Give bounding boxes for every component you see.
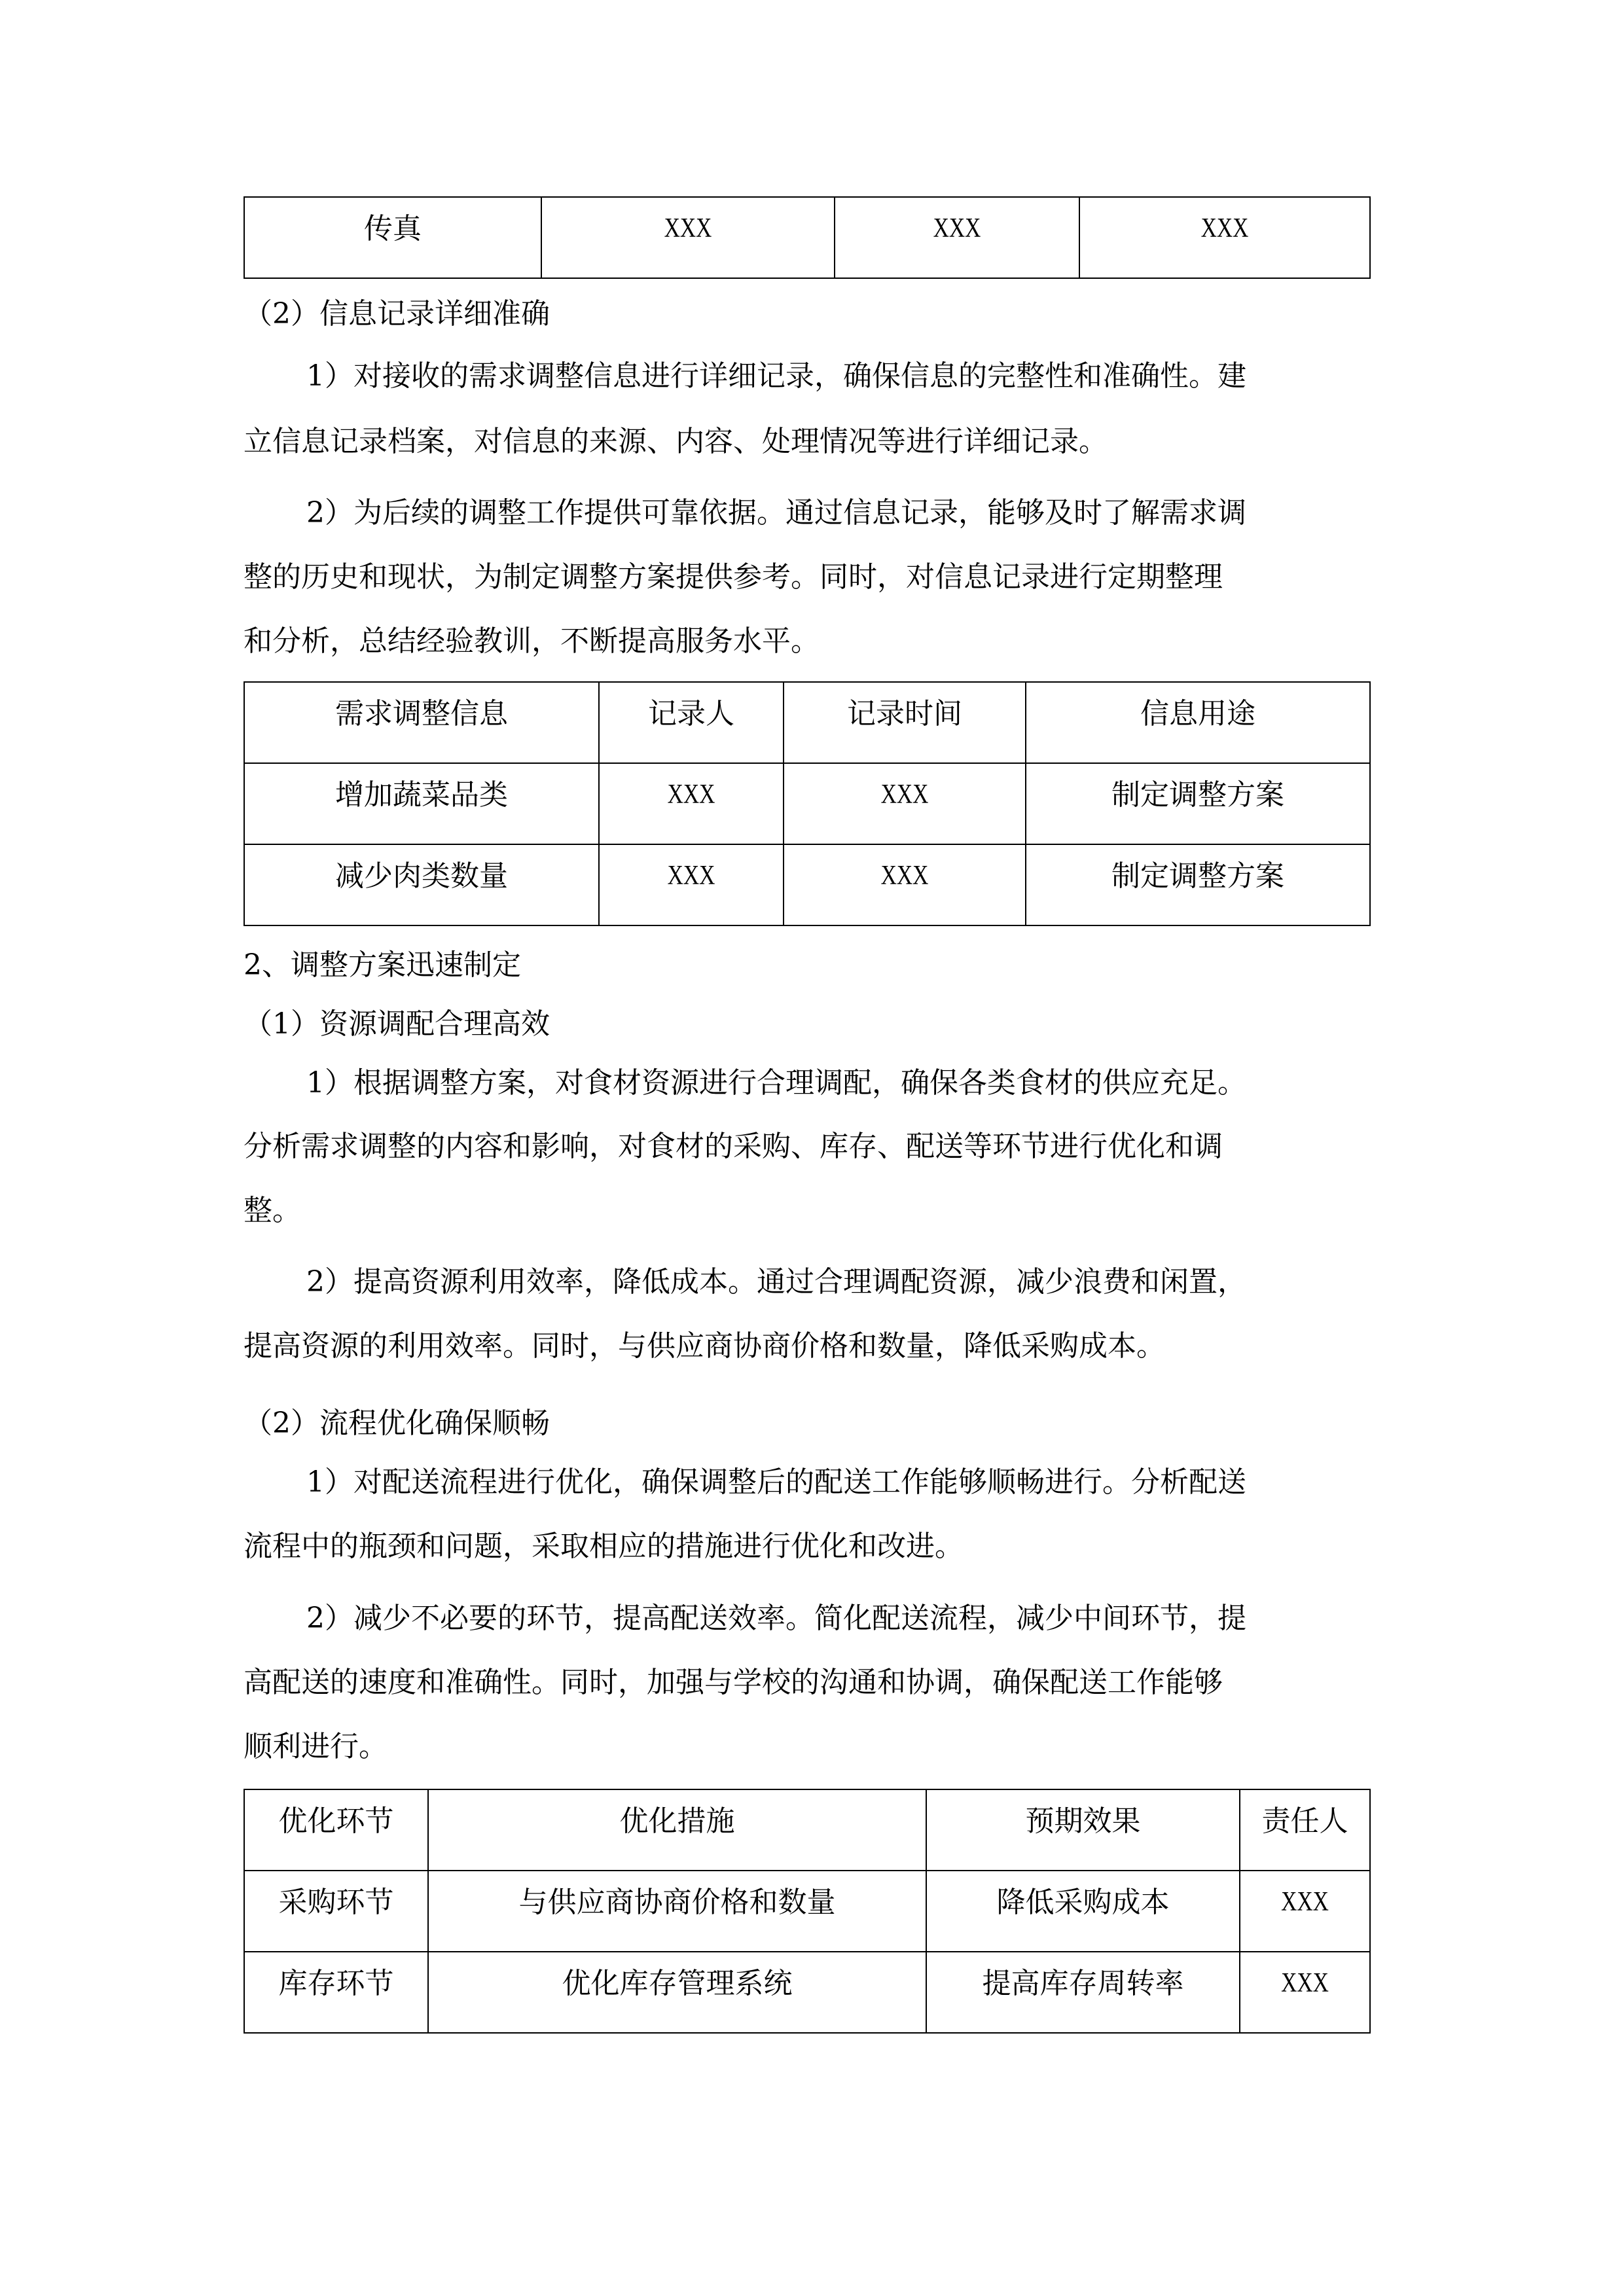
table-row (244, 763, 1370, 844)
table-cell: XXX (808, 763, 1001, 844)
table-cell: XXX (617, 844, 765, 925)
table-row (244, 197, 1370, 278)
paragraph-line: 2）提高资源利用效率，降低成本。通过合理调配资源，减少浪费和闲置， (306, 1265, 1246, 1299)
paragraph-line: 顺利进行。 (244, 1730, 388, 1763)
paragraph-line: 流程中的瓶颈和问题，采取相应的措施进行优化和改进。 (244, 1530, 964, 1563)
contact-table (244, 196, 1371, 279)
table-cell: XXX (571, 197, 805, 278)
column-header: 记录时间 (784, 682, 1026, 763)
table-cell: 降低采购成本 (926, 1871, 1240, 1952)
table-row (244, 844, 1370, 925)
column-header: 优化环节 (244, 1789, 428, 1871)
paragraph-line: 整的历史和现状，为制定调整方案提供参考。同时，对信息记录进行定期整理 (244, 560, 1223, 594)
paragraph-line: 2）为后续的调整工作提供可靠依据。通过信息记录，能够及时了解需求调 (306, 496, 1246, 529)
table-cell: XXX (859, 197, 1055, 278)
optimization-table (244, 1789, 1371, 2034)
paragraph-line: 1）对接收的需求调整信息进行详细记录，确保信息的完整性和准确性。建 (306, 359, 1246, 393)
paragraph-line: 2）减少不必要的环节，提高配送效率。简化配送流程，减少中间环节，提 (306, 1602, 1246, 1635)
table-cell: XXX (1253, 1871, 1357, 1952)
paragraph-line: 整。 (244, 1194, 301, 1227)
table-cell: 采购环节 (244, 1871, 428, 1952)
section-heading: （2）信息记录详细准确 (244, 297, 550, 331)
table-row (244, 1952, 1370, 2033)
subsection-heading: （1）资源调配合理高效 (244, 1007, 550, 1041)
table-header-row (244, 682, 1370, 763)
table-cell: 增加蔬菜品类 (244, 763, 599, 844)
column-header: 信息用途 (1026, 682, 1370, 763)
section-heading: 2、调整方案迅速制定 (244, 948, 521, 982)
table-row (244, 1871, 1370, 1952)
table-header-row (244, 1789, 1370, 1871)
paragraph-line: 1）根据调整方案，对食材资源进行合理调配，确保各类食材的供应充足。 (306, 1066, 1246, 1100)
paragraph-line: 提高资源的利用效率。同时，与供应商协商价格和数量，降低采购成本。 (244, 1329, 1165, 1363)
table-cell: 与供应商协商价格和数量 (428, 1871, 926, 1952)
column-header: 需求调整信息 (244, 682, 599, 763)
column-header: 预期效果 (926, 1789, 1240, 1871)
table-cell: XXX (808, 844, 1001, 925)
column-header: 优化措施 (428, 1789, 926, 1871)
subsection-heading: （2）流程优化确保顺畅 (244, 1407, 550, 1440)
paragraph-line: 1）对配送流程进行优化，确保调整后的配送工作能够顺畅进行。分析配送 (306, 1465, 1246, 1499)
info-record-table (244, 681, 1371, 926)
table-cell: 减少肉类数量 (244, 844, 599, 925)
table-cell: 优化库存管理系统 (428, 1952, 926, 2033)
column-header: 记录人 (599, 682, 784, 763)
paragraph-line: 和分析，总结经验教训，不断提高服务水平。 (244, 624, 820, 658)
column-header: 责任人 (1240, 1789, 1370, 1871)
table-cell: XXX (617, 763, 765, 844)
table-cell: 传真 (244, 197, 541, 278)
paragraph-line: 分析需求调整的内容和影响，对食材的采购、库存、配送等环节进行优化和调 (244, 1130, 1223, 1163)
table-cell: 库存环节 (244, 1952, 428, 2033)
paragraph-line: 高配送的速度和准确性。同时，加强与学校的沟通和协调，确保配送工作能够 (244, 1666, 1223, 1699)
table-cell: XXX (1108, 197, 1341, 278)
table-cell: XXX (1253, 1952, 1357, 2033)
table-cell: 制定调整方案 (1026, 844, 1370, 925)
table-cell: 提高库存周转率 (926, 1952, 1240, 2033)
table-cell: 制定调整方案 (1026, 763, 1370, 844)
paragraph-line: 立信息记录档案，对信息的来源、内容、处理情况等进行详细记录。 (244, 425, 1108, 458)
